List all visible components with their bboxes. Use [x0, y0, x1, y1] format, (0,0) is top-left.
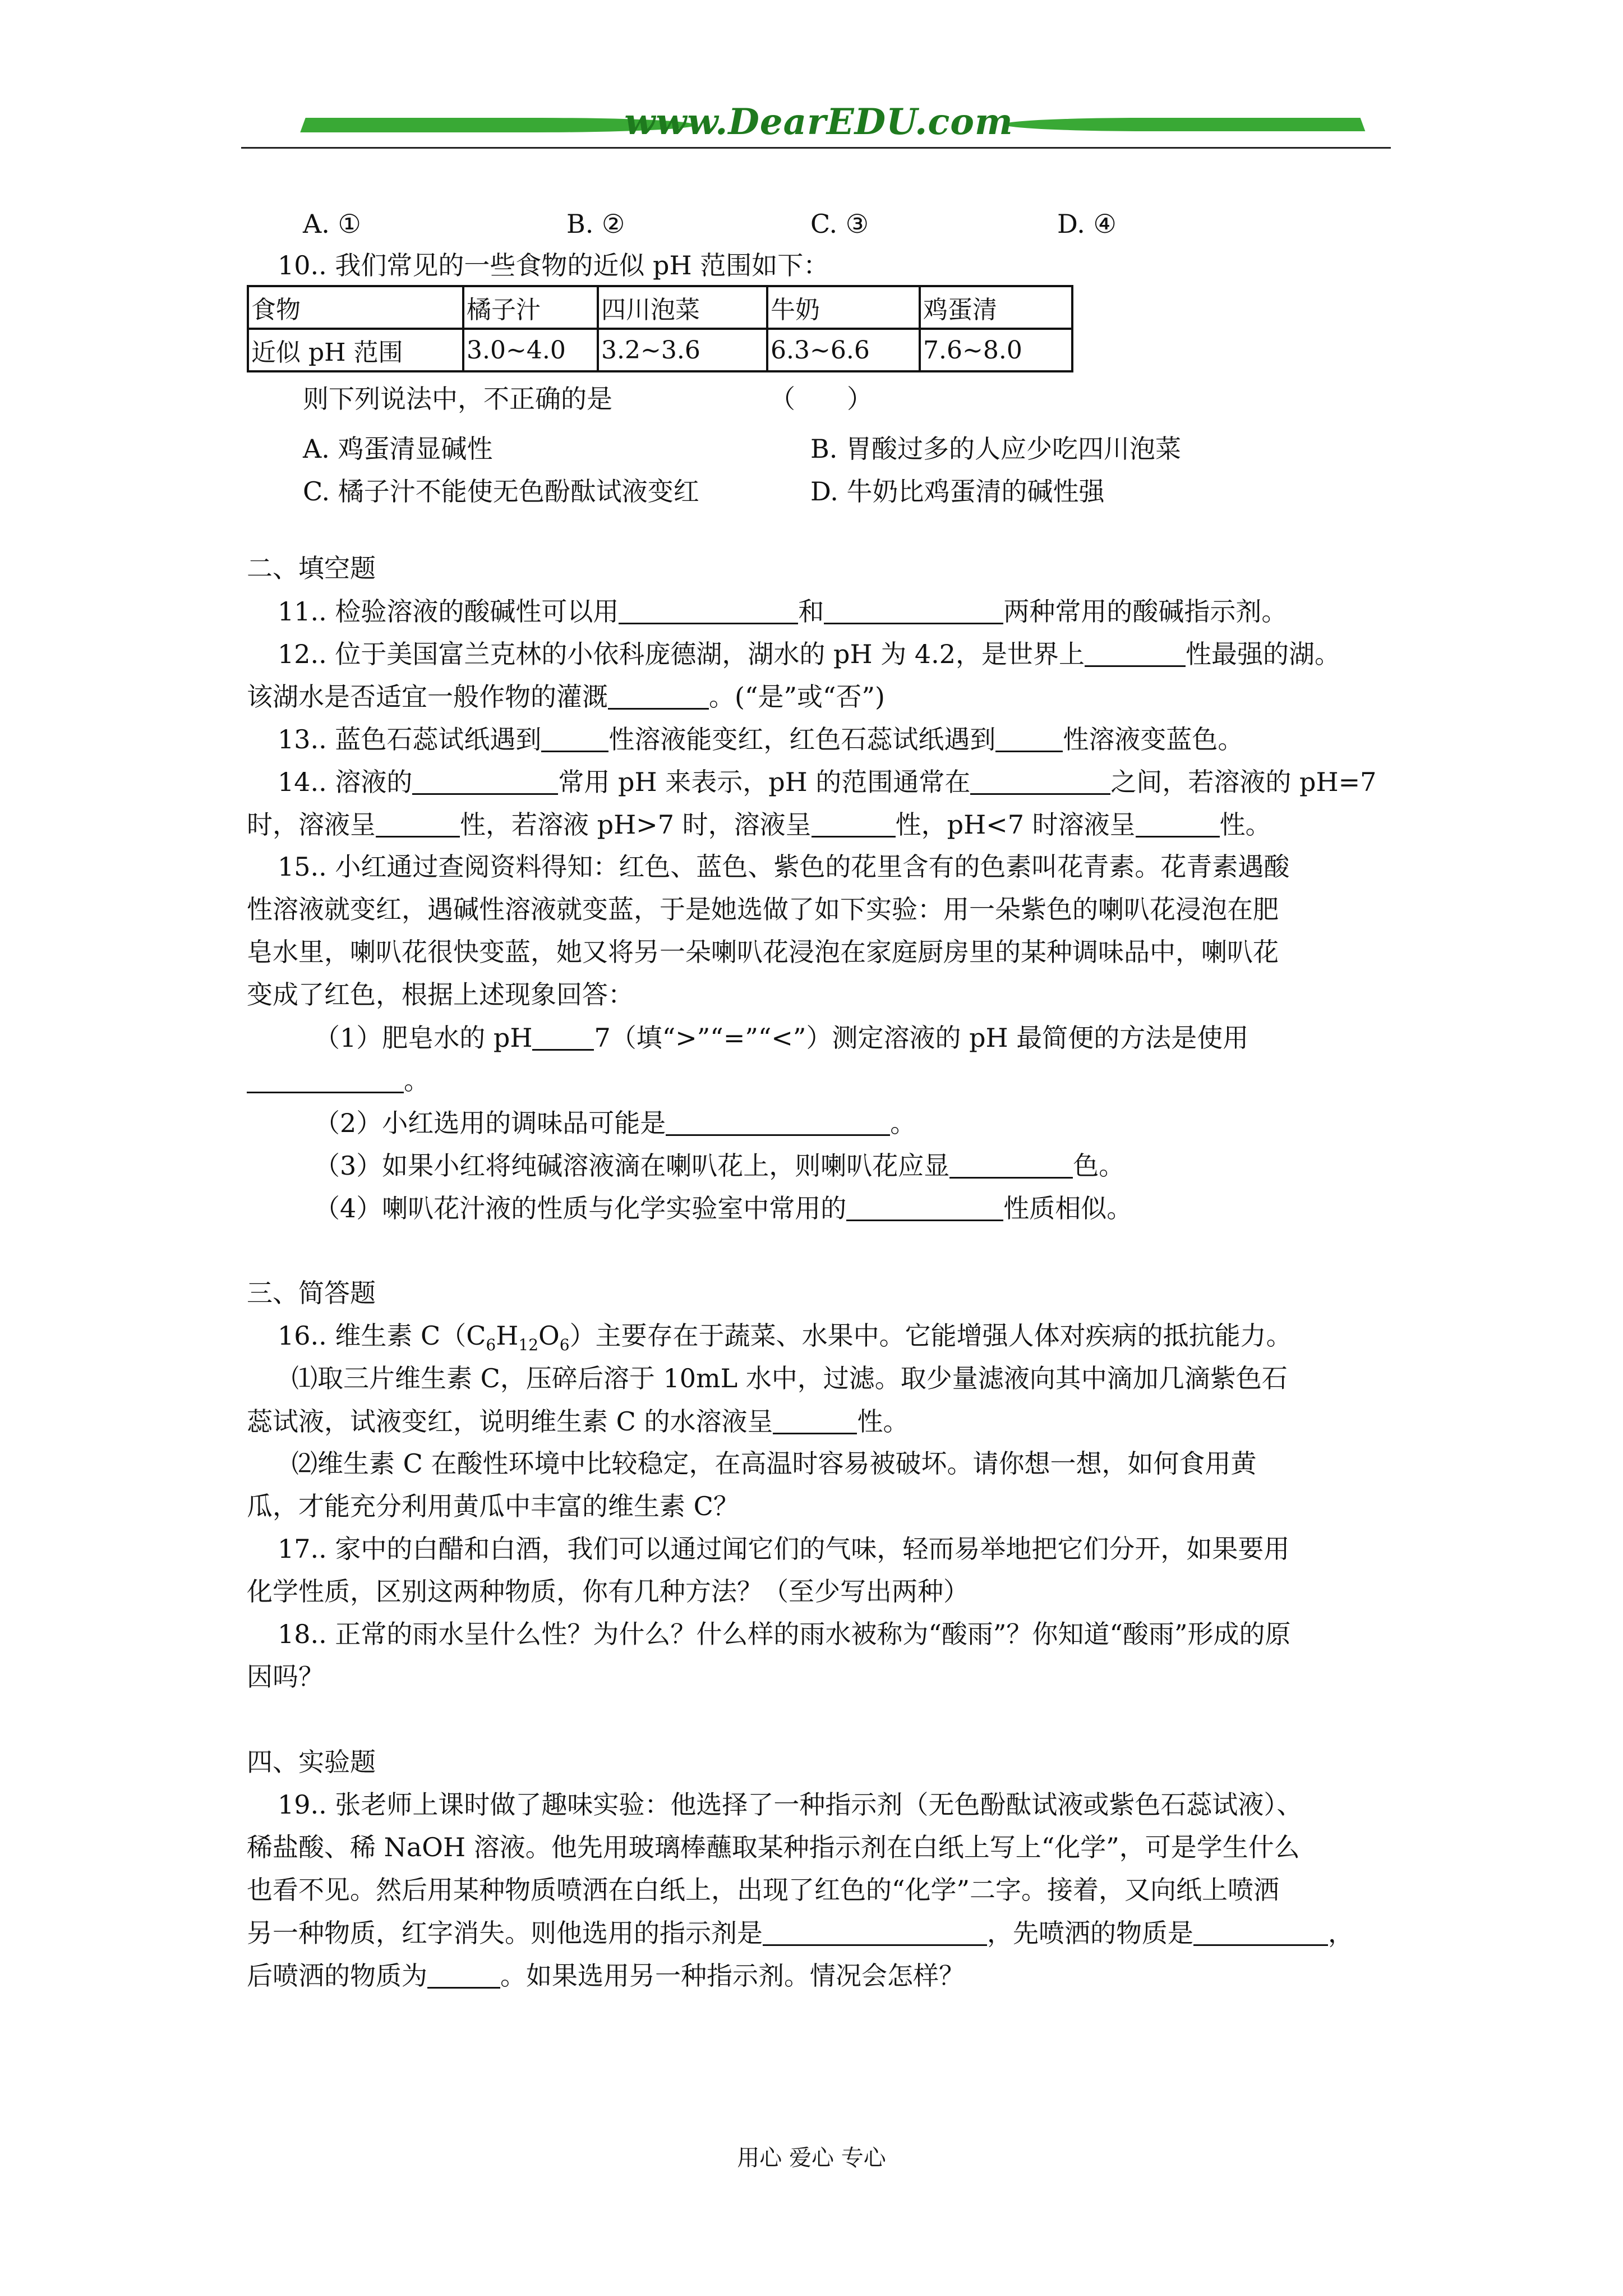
- q14-line-1: [278, 769, 1376, 795]
- q14-blank-1[interactable]: [412, 769, 558, 795]
- site-logo-text: www.DearEDU.com: [624, 101, 1013, 143]
- q15-part-2: [314, 1110, 916, 1136]
- q15-text: （3）如果小红将纯碱溶液滴在喇叭花上，则喇叭花应显: [314, 1151, 950, 1181]
- q16-text: O: [538, 1320, 560, 1351]
- table-cell: 橘子汁: [463, 286, 598, 329]
- q16-text: ）主要存在于蔬菜、水果中。它能增强人体对疾病的抵抗能力。: [569, 1320, 1292, 1351]
- header-rule: [241, 147, 1391, 149]
- q14-blank-4[interactable]: [811, 811, 896, 838]
- page-footer: 用心 爱心 专心: [737, 2145, 886, 2171]
- q10-stem: 10.. 我们常见的一些食物的近似 pH 范围如下：: [278, 250, 829, 280]
- q10-option-a: A. 鸡蛋清显碱性: [303, 434, 493, 464]
- q18-line-1: 18.. 正常的雨水呈什么性？为什么？什么样的雨水被称为“酸雨”？你知道“酸雨”形成的原: [278, 1619, 1291, 1649]
- q15-text: 性质相似。: [1003, 1193, 1133, 1223]
- table-row: [248, 286, 1072, 329]
- q13-blank-1[interactable]: [541, 726, 608, 752]
- table-cell: 牛奶: [767, 286, 920, 329]
- q11-blank-2[interactable]: [824, 598, 1003, 624]
- q10-question: [303, 386, 873, 412]
- q19-text: ，先喷洒的物质是: [987, 1918, 1193, 1948]
- q19-text: 后喷洒的物质为: [247, 1961, 427, 1991]
- q14-text: 时，溶液呈: [247, 809, 376, 840]
- q15-blank-4[interactable]: [949, 1152, 1073, 1179]
- q19-line-2: 稀盐酸、稀 NaOH 溶液。他先用玻璃棒蘸取某种指示剂在白纸上写上“化学”，可是学生什么: [247, 1832, 1300, 1862]
- q12-text: 。(“是”或“否”): [709, 682, 885, 712]
- q15-blank-1[interactable]: [532, 1024, 594, 1051]
- q12-text: 性最强的湖。: [1185, 639, 1340, 669]
- section-3-heading: 三、简答题: [247, 1278, 376, 1308]
- table-cell: 鸡蛋清: [920, 286, 1072, 329]
- q14-blank-2[interactable]: [970, 769, 1110, 795]
- q15-part-1b: [247, 1065, 430, 1096]
- q14-blank-3[interactable]: [376, 811, 460, 838]
- table-cell: 3.0~4.0: [463, 329, 598, 371]
- q15-text: 。: [890, 1108, 916, 1138]
- q16-line-4: ⑵维生素 C 在酸性环境中比较稳定，在高温时容易被破坏。请你想一想，如何食用黄: [292, 1448, 1257, 1479]
- table-cell: 7.6~8.0: [920, 329, 1072, 371]
- q11-text: 两种常用的酸碱指示剂。: [1003, 596, 1288, 627]
- q15-line-4: 变成了红色，根据上述现象回答：: [247, 979, 634, 1010]
- q15-text: 色。: [1073, 1151, 1125, 1181]
- q16-text: H: [496, 1320, 519, 1351]
- q10-option-d: D. 牛奶比鸡蛋清的碱性强: [810, 476, 1105, 507]
- q15-blank-5[interactable]: [846, 1195, 1003, 1221]
- q11: [278, 596, 1288, 627]
- q19-line-4: [247, 1920, 1354, 1946]
- q12-blank-2[interactable]: [608, 683, 709, 710]
- q17-line-1: 17.. 家中的白醋和白酒，我们可以通过闻它们的气味，轻而易举地把它们分开，如果要用: [278, 1534, 1290, 1564]
- table-cell: 食物: [248, 286, 463, 329]
- q16-text: 16.. 维生素 C（C: [278, 1320, 486, 1351]
- q13-text: 13.. 蓝色石蕊试纸遇到: [278, 724, 542, 754]
- q14-text: 性。: [1219, 809, 1271, 840]
- q19-blank-3[interactable]: [427, 1962, 500, 1989]
- q11-text: 11.. 检验溶液的酸碱性可以用: [278, 596, 619, 627]
- q19-line-3: 也看不见。然后用某种物质喷洒在白纸上，出现了红色的“化学”二字。接着，又向纸上喷洒: [247, 1875, 1280, 1905]
- q17-line-2: 化学性质，区别这两种物质，你有几种方法？（至少写出两种）: [247, 1576, 969, 1607]
- q9-option-b: B. ②: [566, 209, 625, 239]
- table-cell: 6.3~6.6: [767, 329, 920, 371]
- table-cell: 近似 pH 范围: [248, 329, 463, 371]
- q14-line-2: [247, 811, 1271, 838]
- q16-subscript: 6: [486, 1336, 496, 1354]
- q10-question-text: 则下列说法中，不正确的是: [303, 384, 612, 414]
- q19-text: 。如果选用另一种指示剂。情况会怎样？: [500, 1961, 965, 1991]
- page-header: [241, 101, 1391, 157]
- table-cell: 3.2~3.6: [598, 329, 767, 371]
- q14-text: 常用 pH 来表示，pH 的范围通常在: [558, 767, 971, 797]
- q13-text: 性溶液能变红，红色石蕊试纸遇到: [608, 724, 996, 754]
- q15-text: （2）小红选用的调味品可能是: [314, 1108, 666, 1138]
- q15-text: （1）肥皂水的 pH: [314, 1023, 533, 1053]
- q16-line-3: [247, 1406, 909, 1437]
- q10-option-c: C. 橘子汁不能使无色酚酞试液变红: [303, 476, 699, 507]
- green-leaf-right-decoration: [1002, 118, 1366, 131]
- q11-blank-1[interactable]: [619, 598, 798, 624]
- q16-blank-1[interactable]: [773, 1408, 857, 1434]
- q14-text: 之间，若溶液的 pH=7: [1110, 767, 1377, 797]
- q9-option-a: A. ①: [303, 209, 361, 239]
- q15-line-3: 皂水里，喇叭花很快变蓝，她又将另一朵喇叭花浸泡在家庭厨房里的某种调味品中，喇叭花: [247, 937, 1279, 967]
- q15-blank-3[interactable]: [666, 1110, 890, 1136]
- section-2-heading: 二、填空题: [247, 553, 376, 583]
- q12-blank-1[interactable]: [1085, 641, 1186, 667]
- q16-text: 蕊试液，试液变红，说明维生素 C 的水溶液呈: [247, 1406, 773, 1437]
- q19-blank-1[interactable]: [763, 1920, 987, 1946]
- q15-line-2: 性溶液就变红，遇碱性溶液就变蓝，于是她选做了如下实验：用一朵紫色的喇叭花浸泡在肥: [247, 894, 1279, 924]
- q16-subscript: 12: [518, 1336, 539, 1354]
- q13: [278, 726, 1243, 752]
- q15-text: （4）喇叭花汁液的性质与化学实验室中常用的: [314, 1193, 847, 1223]
- q12-line-1: [278, 641, 1340, 667]
- q19-blank-2[interactable]: [1193, 1920, 1328, 1946]
- q19-text: 另一种物质，红字消失。则他选用的指示剂是: [247, 1918, 763, 1948]
- q10-answer-paren: （ ）: [769, 384, 873, 414]
- q16-subscript: 6: [559, 1336, 570, 1354]
- q13-text: 性溶液变蓝色。: [1063, 724, 1244, 754]
- q19-text: ，: [1328, 1918, 1354, 1948]
- q13-blank-2[interactable]: [995, 726, 1063, 752]
- q15-blank-2[interactable]: [247, 1067, 404, 1093]
- q19-line-1: 19.. 张老师上课时做了趣味实验：他选择了一种指示剂（无色酚酞试液或紫色石蕊试液）、: [278, 1789, 1303, 1820]
- q14-text: 14.. 溶液的: [278, 767, 413, 797]
- q9-option-c: C. ③: [810, 209, 869, 239]
- section-4-heading: 四、实验题: [247, 1747, 376, 1777]
- q15-part-1: [314, 1024, 1248, 1051]
- q16-line-1: [278, 1320, 1292, 1354]
- q18-line-2: 因吗？: [247, 1662, 324, 1692]
- q12-line-2: [247, 683, 885, 710]
- q11-text: 和: [798, 596, 824, 627]
- q15-part-4: [314, 1195, 1132, 1221]
- q15-line-1: 15.. 小红通过查阅资料得知：红色、蓝色、紫色的花里含有的色素叫花青素。花青素遇酸: [278, 852, 1290, 882]
- q16-line-5: 瓜，才能充分利用黄瓜中丰富的维生素 C？: [247, 1491, 739, 1521]
- q15-part-3: [314, 1152, 1124, 1179]
- ph-table: [247, 285, 1073, 372]
- q12-text: 12.. 位于美国富兰克林的小依科庞德湖，湖水的 pH 为 4.2，是世界上: [278, 639, 1085, 669]
- q16-text: 性。: [857, 1406, 909, 1437]
- q9-option-d: D. ④: [1057, 209, 1117, 239]
- table-row: [248, 329, 1072, 371]
- q14-text: 性，若溶液 pH>7 时，溶液呈: [460, 809, 811, 840]
- q10-option-b: B. 胃酸过多的人应少吃四川泡菜: [810, 434, 1182, 464]
- q19-line-5: [247, 1962, 965, 1989]
- q15-text: 。: [404, 1065, 430, 1096]
- q12-text: 该湖水是否适宜一般作物的灌溉: [247, 682, 608, 712]
- q16-line-2: ⑴取三片维生素 C，压碎后溶于 10mL 水中，过滤。取少量滤液向其中滴加几滴紫色石: [292, 1363, 1288, 1393]
- q15-text: 7（填“>”“=”“<”）测定溶液的 pH 最简便的方法是使用: [594, 1023, 1249, 1053]
- table-cell: 四川泡菜: [598, 286, 767, 329]
- q14-blank-5[interactable]: [1136, 811, 1220, 838]
- q14-text: 性，pH<7 时溶液呈: [895, 809, 1136, 840]
